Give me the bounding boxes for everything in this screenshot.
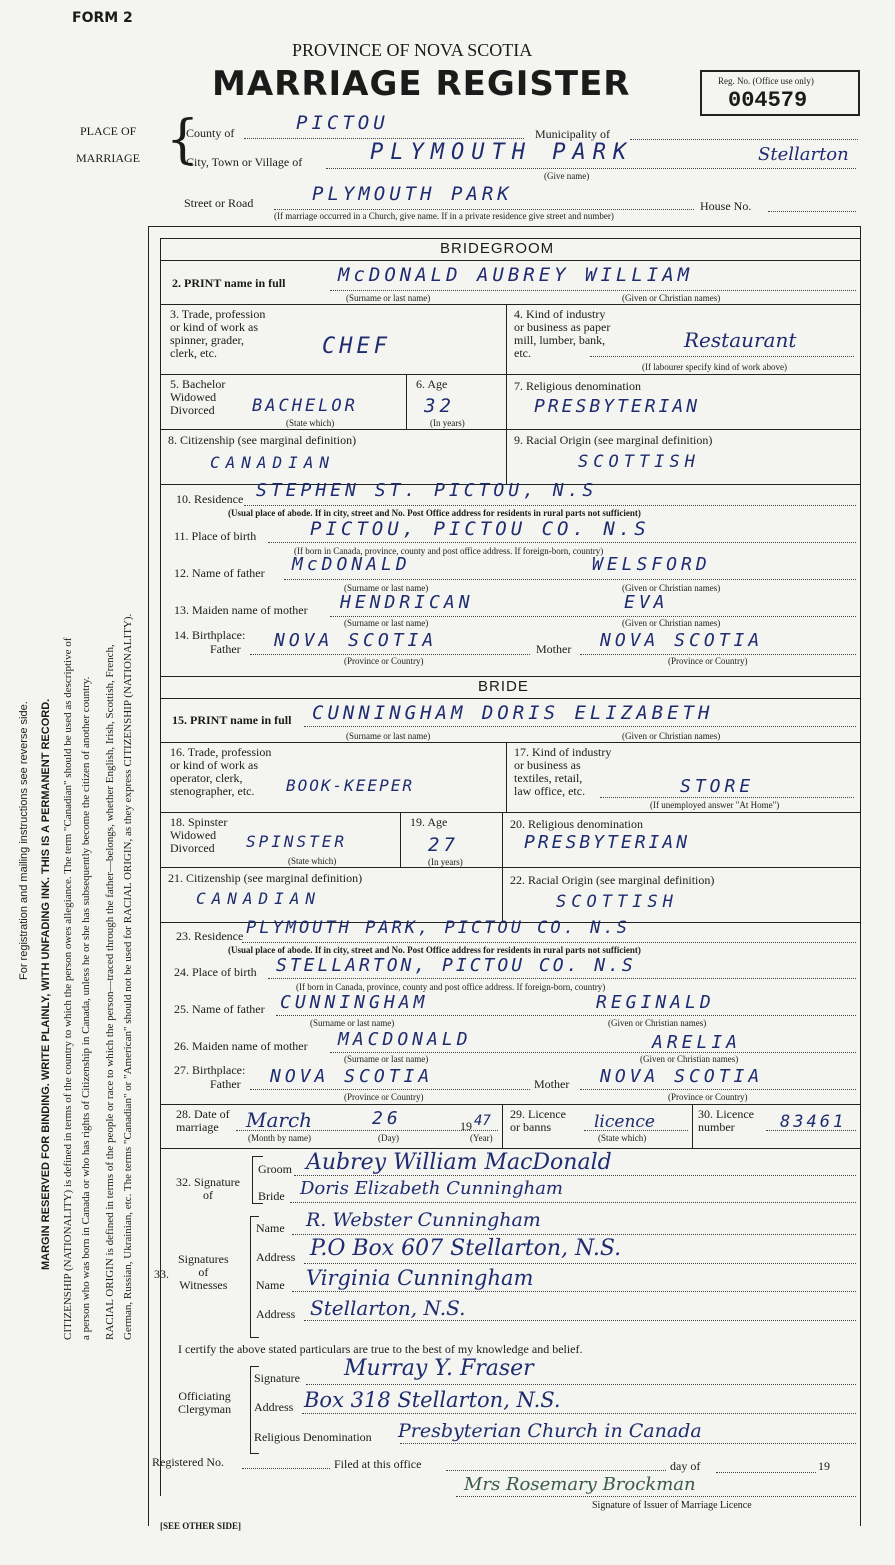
groom-bp-father: NOVA SCOTIA [274,630,438,651]
groom-age-divider-left [406,374,407,429]
bride-mother-label: 26. Maiden name of mother [174,1039,308,1053]
signature-row-top [160,1148,860,1149]
bride-father-given: REGINALD [596,992,715,1013]
house-line [768,211,856,212]
bride-given-hint: (Given or Christian names) [622,731,721,741]
registered-line [242,1468,330,1469]
marriage-row-divider-1 [502,1104,503,1148]
see-other-side: [SEE OTHER SIDE] [160,1521,242,1531]
licence-label: 29. Licence or banns [510,1107,566,1134]
issuer-line [456,1496,856,1497]
groom-industry-line [590,356,854,357]
frame-left [148,226,149,1526]
bride-racial-value: SCOTTISH [556,892,678,912]
groom-trade-value: CHEF [322,334,391,359]
bride-signature: Doris Elizabeth Cunningham [300,1178,563,1199]
city-label: City, Town or Village of [186,155,303,169]
bride-age-label: 19. Age [410,815,448,829]
bride-citizenship-label: 21. Citizenship (see marginal definition) [168,871,363,885]
witness2-address-line [304,1320,856,1321]
witness1-address-label: Address [256,1250,296,1264]
bride-father-surname: CUNNINGHAM [280,992,429,1013]
bride-mother-surname: MACDONALD [338,1029,472,1050]
street-value: PLYMOUTH PARK [312,183,513,205]
groom-bp-mother-hint: (Province or Country) [668,656,748,666]
bride-bp-father: NOVA SCOTIA [270,1066,434,1087]
groom-row5-top [160,374,860,375]
place-label-line1: PLACE OF [80,124,137,138]
registration-number: 004579 [728,88,808,113]
bride-trade-label: 16. Trade, profession or kind of work as operator, clerk, stenographer, etc. [170,745,272,798]
brace: { [166,110,200,170]
groom-heading-bottom [160,260,860,261]
bride-surname-hint: (Surname or last name) [346,731,431,741]
groom-bp-mother-label: Mother [536,642,572,656]
groom-status-value: BACHELOR [252,396,358,416]
bride-birth-label: 24. Place of birth [174,965,257,979]
denomination-value: Presbyterian Church in Canada [398,1420,702,1442]
bride-row16-top [160,742,860,743]
year-label: 19 [818,1459,830,1473]
groom-age-hint: (In years) [430,418,465,428]
witness2-name-label: Name [256,1278,285,1292]
clergy-signature-label: Signature [254,1371,300,1385]
margin-definition-4: German, Russian, Ukrainian, etc. The terms "Canadian" or "American" should not be used for RACIAL ORIGIN, as they express CITIZENSHIP (NATIONALITY). [122,613,134,1340]
bride-citizenship-value: CANADIAN [196,889,322,908]
bride-row21-top [160,867,860,868]
groom-religion-label: 7. Religious denomination [514,379,641,393]
licence-number-label: 30. Licence number [698,1107,754,1134]
registered-label: Registered No. [152,1455,224,1469]
municipality-line [630,139,858,140]
issuer-signature: Mrs Rosemary Brockman [464,1474,696,1495]
marriage-row-divider-2 [692,1104,693,1148]
bride-name-line [304,726,856,727]
groom-birth-hint: (If born in Canada, province, county and post office address. If foreign-born, country) [294,546,604,556]
groom-father-given-hint: (Given or Christian names) [622,583,721,593]
groom-row3-divider [506,304,507,374]
licence-hint: (State which) [598,1133,647,1143]
groom-bp-father-line [250,654,530,655]
groom-bp-mother: NOVA SCOTIA [600,630,764,651]
groom-father-given: WELSFORD [592,554,711,575]
witness-label: Signatures of Witnesses [178,1252,229,1292]
street-label: Street or Road [184,196,254,210]
groom-birthplace-label: 14. Birthplace: [174,628,246,642]
city-note: Stellarton [758,144,849,165]
licence-value: licence [594,1112,655,1132]
groom-mother-given: EVA [624,592,669,613]
bride-bp-mother-label: Mother [534,1077,570,1091]
groom-mother-line [330,616,856,617]
bride-mother-given-hint: (Given or Christian names) [640,1054,739,1064]
signature-label: 32. Signature of [176,1175,240,1202]
clergy-signature-line [306,1384,856,1385]
witness1-name-line [292,1234,856,1235]
bride-father-line [276,1015,856,1016]
groom-father-surname-hint: (Surname or last name) [344,583,429,593]
groom-industry-label: 4. Kind of industry or business as paper mill, lumber, bank, etc. [514,307,611,360]
groom-mother-surname-hint: (Surname or last name) [344,618,429,628]
marriage-year: 47 [474,1113,491,1129]
street-line [274,209,694,210]
bride-trade-value: BOOK-KEEPER [286,776,414,795]
bride-residence-label: 23. Residence [176,929,244,943]
groom-father-label: 12. Name of father [174,566,265,580]
frame-top [148,226,860,227]
groom-birthplace-father-label: Father [210,642,241,656]
issuer-hint: Signature of Issuer of Marriage Licence [592,1500,752,1511]
clergy-label: Officiating Clergyman [178,1389,232,1416]
groom-industry-hint: (If labourer specify kind of work above) [642,362,787,372]
groom-heading-top [160,238,860,239]
marriage-day-hint: (Day) [378,1133,399,1143]
bride-age-value: 27 [428,834,459,856]
bride-heading-bottom [160,698,860,699]
clergy-signature: Murray Y. Fraser [344,1356,534,1381]
bride-heading-top [160,676,860,677]
bride-age-hint: (In years) [428,857,463,867]
margin-definition-2: a person who was born in Canada or who has rights of Citizenship in Canada, unless he or she has subsequently become the citizen of another country. [80,676,92,1340]
county-value: PICTOU [296,112,389,134]
groom-heading: BRIDEGROOM [440,240,555,257]
groom-status-label: 5. Bachelor Widowed Divorced [170,377,226,417]
bride-mother-given: ARELIA [652,1032,742,1053]
day-line [716,1472,816,1473]
marriage-date-label: 28. Date of marriage [176,1107,230,1134]
page-title: MARRIAGE REGISTER [212,64,631,104]
bride-industry-label: 17. Kind of industry or business as textiles, retail, law office, etc. [514,745,612,798]
bride-heading: BRIDE [478,678,529,695]
witness2-address-label: Address [256,1307,296,1321]
bride-birthplace-label: 27. Birthplace: [174,1063,246,1077]
house-label: House No. [700,199,752,213]
groom-residence-line [244,505,856,506]
bride-bp-father-hint: (Province or Country) [344,1092,424,1102]
bride-bp-father-line [250,1089,530,1090]
bride-residence-line [242,942,856,943]
groom-residence-value: STEPHEN ST. PICTOU, N.S [256,480,598,501]
clergy-address-label: Address [254,1400,294,1414]
groom-row3-top [160,304,860,305]
margin-definition-3: RACIAL ORIGIN is defined in terms of the people or race to which the person—traced through the father—belongs, whether English, Irish, Scottish, French, [104,644,116,1340]
clergy-address-line [302,1413,856,1414]
province-heading: PROVINCE OF NOVA SCOTIA [292,40,533,60]
city-line [326,168,856,169]
groom-citizenship-label: 8. Citizenship (see marginal definition) [168,433,357,447]
bride-status-label: 18. Spinster Widowed Divorced [170,815,228,855]
bride-row16-divider [506,742,507,812]
groom-mother-given-hint: (Given or Christian names) [622,618,721,628]
bride-sig-line [290,1202,856,1203]
groom-name-label-text: 2. PRINT name in full [172,276,286,290]
bride-industry-hint: (If unemployed answer "At Home") [650,800,780,810]
bride-status-value: SPINSTER [246,832,348,851]
margin-notice-2: For registration and mailing instructions see reverse side. [18,701,30,980]
marriage-month-hint: (Month by name) [248,1133,311,1143]
witness2-name: Virginia Cunningham [306,1266,534,1290]
witness1-name: R. Webster Cunningham [306,1209,541,1231]
groom-bp-father-hint: (Province or Country) [344,656,424,666]
city-hint: (Give name) [544,171,590,181]
groom-trade-label: 3. Trade, profession or kind of work as spinner, grader, clerk, etc. [170,307,266,360]
groom-birth-label: 11. Place of birth [174,529,257,543]
groom-row8-top [160,429,860,430]
groom-name-value: McDONALD AUBREY WILLIAM [338,264,694,286]
bride-row18-top [160,812,860,813]
groom-mother-surname: HENDRICAN [340,592,474,613]
frame-right [860,226,861,1526]
day-label: day of [670,1459,701,1473]
bride-name-value: CUNNINGHAM DORIS ELIZABETH [312,702,714,724]
clergy-address: Box 318 Stellarton, N.S. [304,1388,561,1412]
groom-birth-value: PICTOU, PICTOU CO. N.S [310,518,650,540]
bride-name-label [172,714,291,727]
groom-industry-value: Restaurant [684,328,797,352]
marriage-month: March [246,1108,313,1132]
groom-name-line [330,290,856,291]
certify-text: I certify the above stated particulars are true to the best of my knowledge and belief. [178,1342,583,1356]
filed-line [446,1470,666,1471]
bride-birth-hint: (If born in Canada, province, county and post office address. If foreign-born, country) [296,982,606,992]
municipality-label: Municipality of [535,127,610,141]
bride-mother-line [330,1052,856,1053]
bride-father-given-hint: (Given or Christian names) [608,1018,707,1028]
groom-mother-label: 13. Maiden name of mother [174,603,308,617]
bride-status-hint: (State which) [288,856,337,866]
groom-signature: Aubrey William MacDonald [306,1150,612,1175]
bride-racial-label: 22. Racial Origin (see marginal definition) [510,873,715,887]
bride-name-label-text: 15. PRINT name in full [172,713,292,727]
bride-residence-value: PLYMOUTH PARK, PICTOU CO. N.S [246,918,630,938]
groom-sig-label: Groom [258,1162,292,1176]
registration-number-label: Reg. No. (Office use only) [718,76,814,86]
marriage-year-prefix: 19 [460,1119,472,1133]
place-label-line2: MARRIAGE [76,151,141,165]
bride-residence-hint: (Usual place of abode. If in city, street and No. Post Office address for residents in rural parts not sufficient) [228,945,641,955]
bride-age-divider-left [400,812,401,867]
groom-bp-mother-line [580,654,856,655]
bride-father-surname-hint: (Surname or last name) [310,1018,395,1028]
groom-surname-hint: (Surname or last name) [346,293,431,303]
denomination-line [400,1443,856,1444]
groom-sig-line [294,1175,856,1176]
groom-father-surname: McDONALD [292,554,411,575]
groom-racial-value: SCOTTISH [578,452,700,472]
bride-bp-mother: NOVA SCOTIA [600,1066,764,1087]
marriage-row-top [160,1104,860,1105]
county-line [244,138,524,139]
bride-industry-line [600,797,854,798]
groom-age-label: 6. Age [416,377,448,391]
filed-label: Filed at this office [334,1457,422,1471]
groom-citizenship-value: CANADIAN [210,453,336,472]
groom-age-value: 32 [424,395,455,417]
denomination-label: Religious Denomination [254,1430,372,1444]
marriage-year-hint: (Year) [470,1133,493,1143]
street-hint: (If marriage occurred in a Church, give name. If in a private residence give street and number) [274,211,614,221]
bride-mother-surname-hint: (Surname or last name) [344,1054,429,1064]
bride-birth-line [268,978,856,979]
witness-number: 33. [154,1267,169,1281]
bride-bp-mother-line [580,1089,856,1090]
bride-birth-value: STELLARTON, PICTOU CO. N.S [276,955,636,976]
groom-racial-label: 9. Racial Origin (see marginal definition) [514,433,713,447]
witness1-address: P.O Box 607 Stellarton, N.S. [310,1236,622,1261]
groom-given-hint: (Given or Christian names) [622,293,721,303]
groom-name-label [172,277,285,290]
bride-bp-mother-hint: (Province or Country) [668,1092,748,1102]
marriage-day: 26 [372,1108,402,1129]
bride-father-label: 25. Name of father [174,1002,265,1016]
registration-number-box [700,70,860,116]
witness2-name-line [292,1291,856,1292]
bride-birthplace-father-label: Father [210,1077,241,1091]
witness2-address: Stellarton, N.S. [310,1296,466,1320]
bride-industry-value: STORE [680,776,755,797]
licence-number-value: 83461 [780,1112,847,1132]
bride-religion-value: PRESBYTERIAN [524,832,691,853]
groom-birth-line [268,542,856,543]
witness1-address-line [304,1263,856,1264]
groom-residence-label: 10. Residence [176,492,244,506]
margin-notice-1: MARGIN RESERVED FOR BINDING. WRITE PLAINLY, WITH UNFADING INK. THIS IS A PERMANENT RECORD. [40,698,52,1270]
groom-residence-hint: (Usual place of abode. If in city, street and No. Post Office address for residents in rural parts not sufficient) [228,508,641,518]
groom-father-line [284,579,856,580]
form-number: FORM 2 [72,10,133,26]
margin-definition-1: CITIZENSHIP (NATIONALITY) is defined in terms of the country to which the person owes allegiance. The term "Canadian" should be used as descriptive of [62,637,74,1340]
bride-religion-label: 20. Religious denomination [510,817,643,831]
bride-sig-label: Bride [258,1189,285,1203]
county-label: County of [186,126,235,140]
witness1-name-label: Name [256,1221,285,1235]
groom-status-hint: (State which) [286,418,335,428]
groom-religion-value: PRESBYTERIAN [534,396,701,417]
city-value: PLYMOUTH PARK [370,140,634,165]
